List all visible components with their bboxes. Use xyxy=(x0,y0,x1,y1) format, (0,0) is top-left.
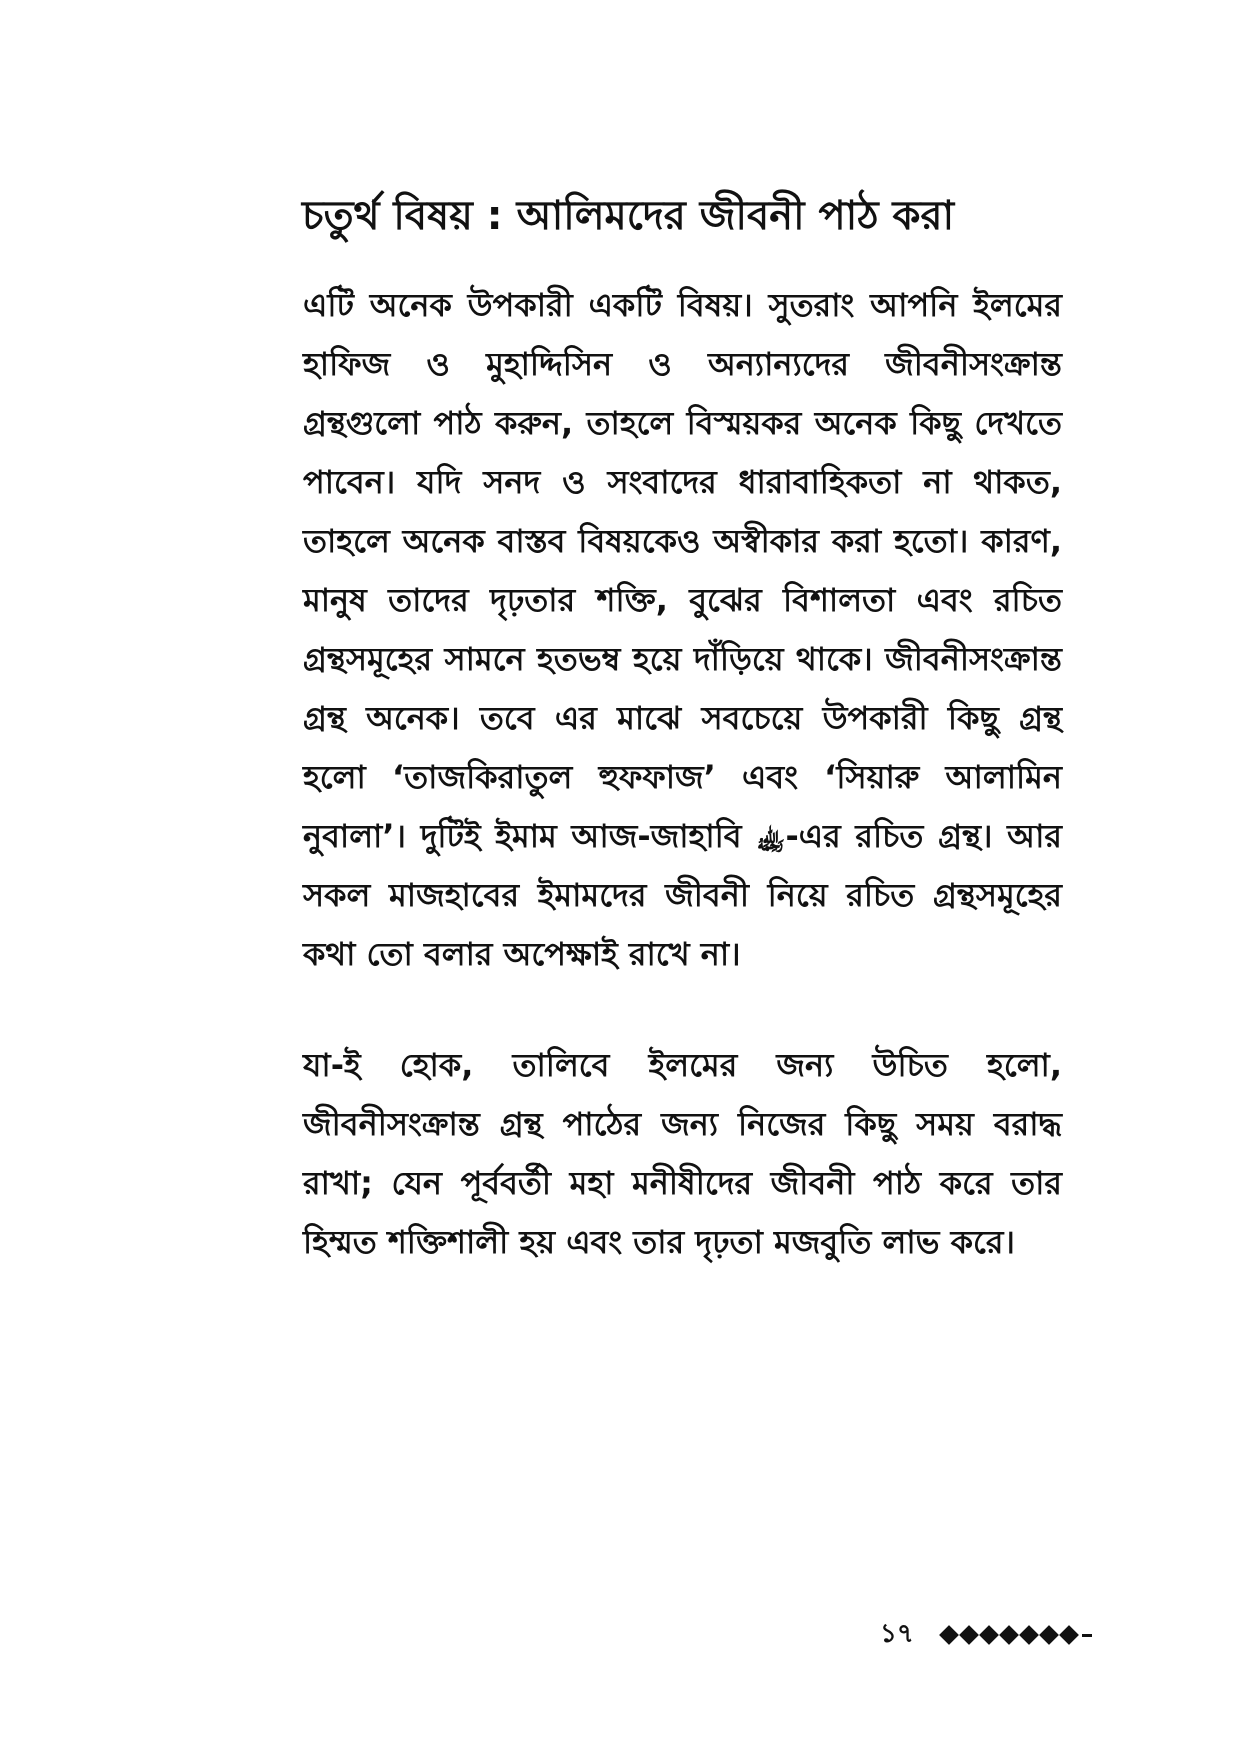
body-paragraph-1: এটি অনেক উপকারী একটি বিষয়। সুতরাং আপনি ইলমের হাফিজ ও মুহাদ্দিসিন ও অন্যান্যদের জীবনীসংক্রান্ত গ্রন্থগুলো পাঠ করুন, তাহলে বিস্ময়কর অনেক কিছু দেখতে পাবেন। যদি সনদ ও সংবাদের ধারাবাহিকতা না থাকত, তাহলে অনেক বাস্তব বিষয়কেও অস্বীকার করা হতো। কারণ, মানুষ তাদের দৃঢ়তার শক্তি, বুঝের বিশালতা এবং রচিত গ্রন্থসমূহের সামনে হতভম্ব হয়ে দাঁড়িয়ে থাকে। জীবনীসংক্রান্ত গ্রন্থ অনেক। তবে এর মাঝে সবচেয়ে উপকারী কিছু গ্রন্থ হলো ‘তাজকিরাতুল হুফফাজ’ এবং ‘সিয়ারু আলামিন নুবালা’। দুটিই ইমাম আজ-জাহাবি ﵀-এর রচিত গ্রন্থ। আর সকল মাজহাবের ইমামদের জীবনী নিয়ে রচিত গ্রন্থসমূহের কথা তো বলার অপেক্ষাই রাখে না। xyxy=(303,286,1062,973)
diamond-row-ornament-icon xyxy=(942,1628,1092,1642)
page-footer xyxy=(880,1610,1180,1660)
diamond-icon xyxy=(1019,1625,1039,1645)
diamond-icon xyxy=(999,1625,1019,1645)
diamond-icon xyxy=(939,1625,959,1645)
diamond-icon xyxy=(959,1625,979,1645)
section-heading: চতুর্থ বিষয় : আলিমদের জীবনী পাঠ করা xyxy=(302,193,955,239)
ornament-tail-icon xyxy=(1082,1634,1092,1637)
diamond-icon xyxy=(1059,1625,1079,1645)
body-paragraph-2: যা-ই হোক, তালিবে ইলমের জন্য উচিত হলো, জীবনীসংক্রান্ত গ্রন্থ পাঠের জন্য নিজের কিছু সময় বরাদ্ধ রাখা; যেন পূর্ববর্তী মহা মনীষীদের জীবনী পাঠ করে তার হিম্মত শক্তিশালী হয় এবং তার দৃঢ়তা মজবুতি লাভ করে। xyxy=(303,1046,1062,1261)
diamond-icon xyxy=(1039,1625,1059,1645)
page-number: ১৭ xyxy=(880,1619,914,1649)
diamond-icon xyxy=(979,1625,999,1645)
